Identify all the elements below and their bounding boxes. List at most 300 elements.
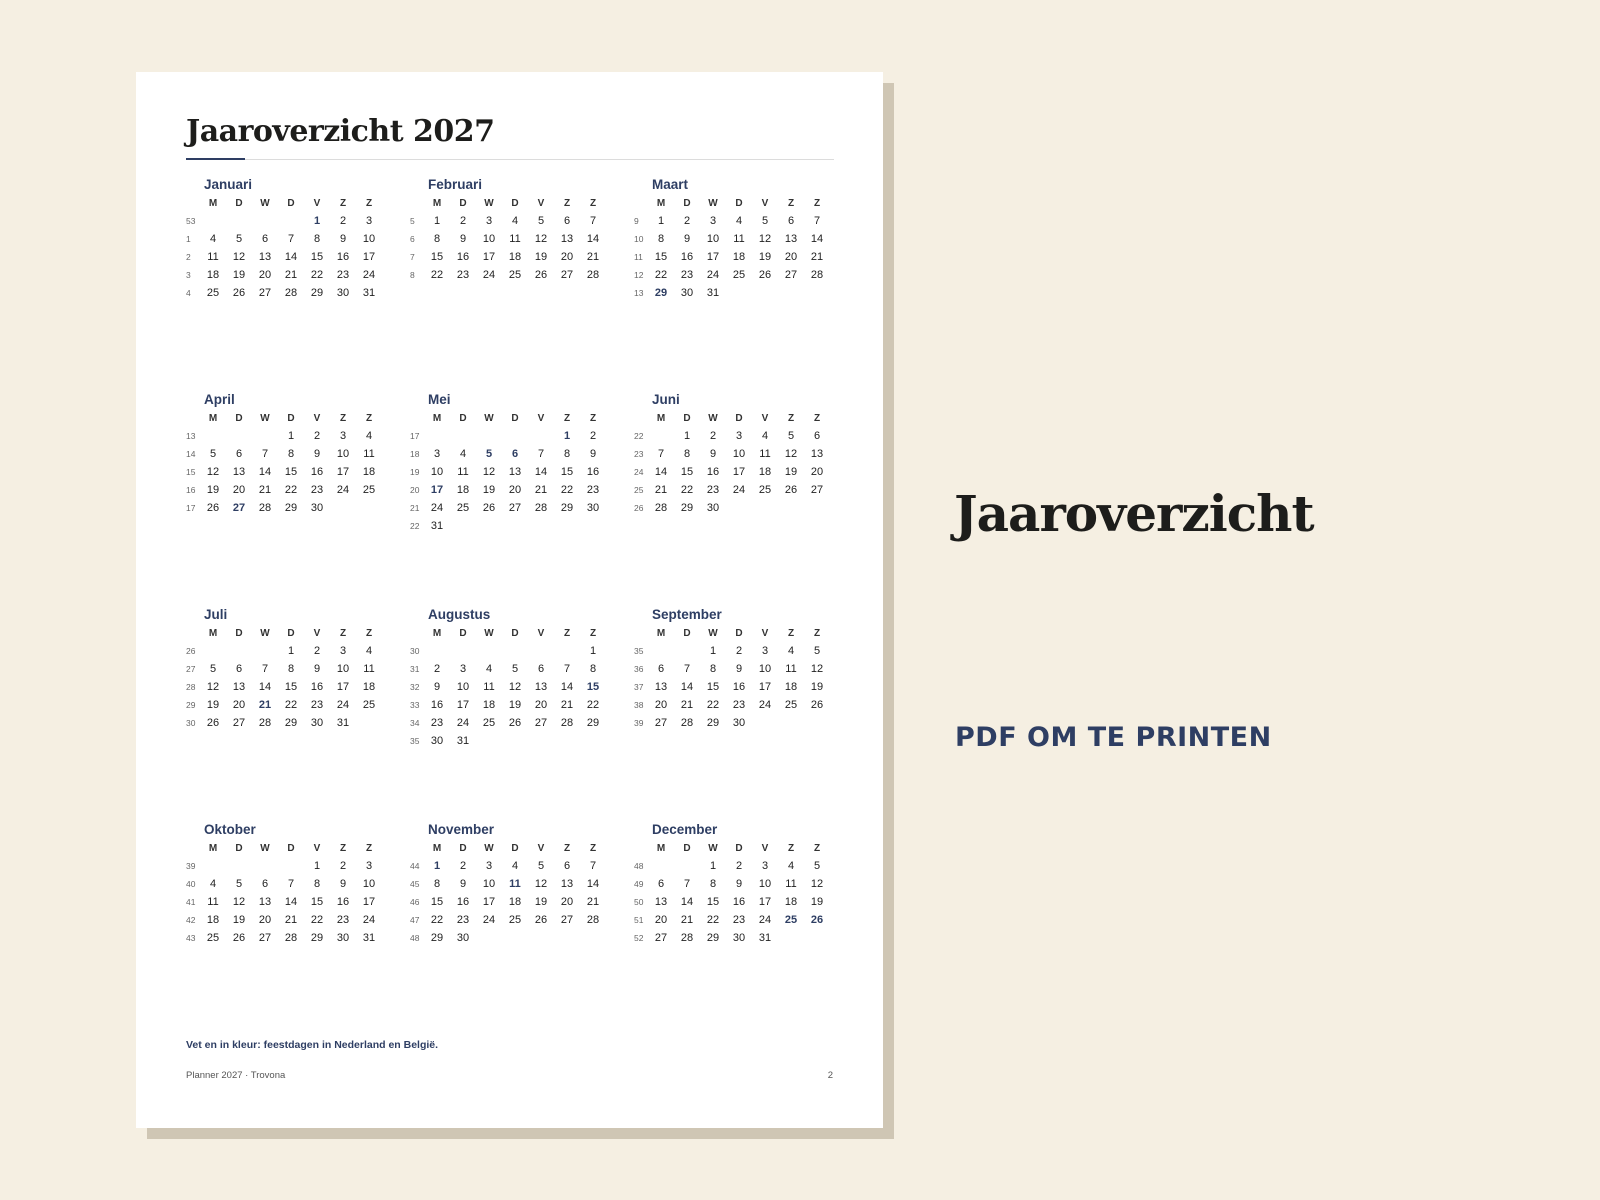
week-number: 35 [410,736,420,746]
day-cell [278,857,304,875]
day-cell: 31 [456,735,470,747]
weekday-header: Z [339,627,347,639]
day-cell: 5 [209,663,217,675]
day-cell: 5 [813,645,821,657]
day-cell: 6 [787,215,795,227]
weekday-header: Z [589,197,597,209]
day-cell: 26 [810,699,824,711]
day-cell: 16 [310,681,324,693]
day-cell: 28 [680,717,694,729]
day-cell: 30 [706,502,720,514]
day-cell: 13 [232,681,246,693]
week-number-header [186,624,200,642]
week-number: 7 [410,252,415,262]
day-cell: 7 [589,215,597,227]
day-cell: 25 [482,717,496,729]
week-row [186,678,382,696]
day-cell: 23 [336,914,350,926]
day-cell: 12 [206,681,220,693]
day-cell [226,212,252,230]
day-cell: 20 [810,466,824,478]
week-number: 14 [186,449,196,459]
weekday-header: V [537,412,545,424]
week-number: 32 [410,682,420,692]
day-cell: 8 [709,663,717,675]
day-cell: 28 [654,502,668,514]
day-cell: 21 [258,484,272,496]
day-cell: 28 [680,932,694,944]
week-number: 15 [186,467,196,477]
day-cell: 30 [336,932,350,944]
day-cell: 29 [706,932,720,944]
week-number-header [410,409,424,427]
week-row [410,678,606,696]
day-cell: 11 [363,448,375,460]
day-cell: 27 [784,269,798,281]
day-cell: 14 [284,896,298,908]
weekday-header: Z [787,627,795,639]
month-name: Oktober [204,822,256,837]
day-cell: 31 [362,287,376,299]
day-cell: 2 [433,663,441,675]
day-cell [450,517,476,535]
week-row [410,857,606,875]
weekday-header: V [313,412,321,424]
day-cell: 4 [787,860,795,872]
day-cell: 26 [534,269,548,281]
day-cell: 13 [654,681,668,693]
weekday-header: D [735,627,743,639]
weekday-header: M [208,197,218,209]
month-name: Januari [204,177,253,192]
week-number: 19 [410,467,420,477]
day-cell: 12 [482,466,496,478]
day-cell: 10 [430,466,444,478]
day-cell: 10 [336,663,350,675]
day-cell: 28 [284,287,298,299]
day-cell: 2 [735,645,743,657]
week-number: 39 [634,718,644,728]
holiday-day-cell: 5 [485,448,493,460]
day-cell: 19 [534,251,548,263]
day-cell: 12 [508,681,522,693]
day-cell: 4 [209,878,217,890]
day-cell: 16 [336,896,350,908]
day-cell: 17 [706,251,720,263]
weekday-header: D [235,412,243,424]
day-cell: 22 [680,484,694,496]
day-cell: 15 [284,681,298,693]
day-cell [476,427,502,445]
month-calendar-table [186,624,382,732]
day-cell: 29 [430,932,444,944]
day-cell: 2 [459,215,467,227]
day-cell: 30 [586,502,600,514]
day-cell [528,732,554,750]
week-row [410,732,606,750]
day-cell: 25 [206,932,220,944]
week-row [186,248,382,266]
weekday-header: D [287,412,295,424]
day-cell: 26 [482,502,496,514]
day-cell: 16 [586,466,600,478]
day-cell: 17 [482,896,496,908]
week-number: 51 [634,915,644,925]
day-cell: 23 [336,269,350,281]
weekday-header: V [537,627,545,639]
day-cell: 13 [232,466,246,478]
day-cell: 13 [534,681,548,693]
day-cell: 17 [336,681,350,693]
day-cell: 9 [433,681,441,693]
day-cell [752,499,778,517]
weekday-header: V [761,627,769,639]
month-block [634,176,846,391]
day-cell: 7 [683,878,691,890]
weekday-header: D [511,842,519,854]
day-cell: 14 [586,878,600,890]
day-cell: 6 [657,663,665,675]
weekday-header: V [537,197,545,209]
week-row [634,463,830,481]
day-cell: 2 [459,860,467,872]
day-cell: 23 [456,269,470,281]
weekday-header: V [537,842,545,854]
day-cell: 14 [654,466,668,478]
day-cell: 1 [589,645,597,657]
day-cell: 25 [508,914,522,926]
day-cell: 4 [365,430,373,442]
day-cell: 14 [680,896,694,908]
day-cell: 11 [509,233,521,245]
day-cell: 22 [430,914,444,926]
week-number: 48 [634,861,644,871]
holiday-day-cell: 25 [784,914,798,926]
day-cell: 30 [732,932,746,944]
week-row [634,248,830,266]
week-row [186,929,382,947]
week-number: 42 [186,915,196,925]
day-cell: 7 [287,233,295,245]
day-cell: 27 [508,502,522,514]
day-cell: 26 [206,717,220,729]
day-cell: 6 [537,663,545,675]
day-cell: 2 [313,430,321,442]
day-cell: 20 [654,914,668,926]
weekday-header: Z [787,842,795,854]
week-row [410,696,606,714]
weekday-header: Z [813,842,821,854]
day-cell: 10 [482,233,496,245]
week-row [410,929,606,947]
day-cell: 5 [209,448,217,460]
day-cell: 12 [206,466,220,478]
day-cell: 11 [785,878,797,890]
week-row [634,714,830,732]
day-cell [476,517,502,535]
week-row [186,445,382,463]
month-calendar-table [410,194,606,284]
day-cell [252,642,278,660]
weekday-header: M [432,412,442,424]
weekday-header: Z [813,197,821,209]
day-cell: 4 [761,430,769,442]
weekday-header: M [656,842,666,854]
day-cell: 20 [232,484,246,496]
day-cell: 8 [433,233,441,245]
page-title: Jaaroverzicht 2027 [186,114,495,149]
day-cell: 8 [287,663,295,675]
month-calendar-table [634,194,830,302]
calendar-page [136,72,883,1128]
day-cell: 25 [362,484,376,496]
weekday-header: W [708,197,718,209]
day-cell [200,427,226,445]
day-cell: 11 [759,448,771,460]
day-cell: 19 [758,251,772,263]
day-cell: 6 [235,663,243,675]
day-cell: 16 [706,466,720,478]
day-cell: 7 [589,860,597,872]
weekday-header: D [459,412,467,424]
weekday-header: D [683,842,691,854]
day-cell: 17 [362,251,376,263]
day-cell: 3 [459,663,467,675]
day-cell [200,212,226,230]
week-number: 34 [410,718,420,728]
day-cell: 29 [284,717,298,729]
month-calendar-table [634,624,830,732]
day-cell: 21 [654,484,668,496]
day-cell: 13 [654,896,668,908]
day-cell: 29 [310,932,324,944]
day-cell: 24 [362,914,376,926]
day-cell: 7 [261,448,269,460]
day-cell: 1 [287,430,295,442]
day-cell [726,499,752,517]
day-cell: 14 [258,466,272,478]
week-row [410,463,606,481]
day-cell: 10 [336,448,350,460]
week-number: 23 [634,449,644,459]
holiday-day-cell: 21 [258,699,272,711]
weekday-header: M [432,627,442,639]
day-cell: 20 [534,699,548,711]
week-row [634,893,830,911]
day-cell: 24 [758,914,772,926]
day-cell: 25 [784,699,798,711]
week-number: 35 [634,646,644,656]
day-cell: 22 [654,269,668,281]
day-cell: 8 [433,878,441,890]
weekday-header: V [313,627,321,639]
month-block [410,176,634,391]
day-cell: 16 [732,681,746,693]
month-block [186,391,410,606]
weekday-header: D [459,627,467,639]
day-cell: 5 [235,233,243,245]
day-cell: 22 [284,484,298,496]
day-cell: 3 [735,430,743,442]
week-number: 29 [186,700,196,710]
holiday-day-cell: 26 [810,914,824,926]
month-name: Juni [652,392,680,407]
day-cell: 14 [534,466,548,478]
month-block [410,606,634,821]
weekday-header: D [235,197,243,209]
day-cell [804,714,830,732]
day-cell: 20 [508,484,522,496]
week-number: 11 [634,252,643,262]
day-cell: 6 [235,448,243,460]
weekday-header: W [484,197,494,209]
day-cell: 19 [508,699,522,711]
day-cell: 19 [206,484,220,496]
day-cell: 30 [310,502,324,514]
week-number: 36 [634,664,644,674]
day-cell: 19 [206,699,220,711]
weekday-header: V [313,197,321,209]
week-row [410,642,606,660]
weekday-header: D [511,627,519,639]
weekday-header: M [656,627,666,639]
day-cell: 3 [709,215,717,227]
weekday-header: W [708,412,718,424]
day-cell: 10 [758,878,772,890]
day-cell: 30 [310,717,324,729]
day-cell: 12 [232,251,246,263]
month-block [186,606,410,821]
day-cell [554,929,580,947]
day-cell: 1 [709,645,717,657]
day-cell: 16 [456,896,470,908]
day-cell: 25 [758,484,772,496]
day-cell: 11 [363,663,375,675]
weekday-header: Z [365,412,373,424]
day-cell [278,212,304,230]
day-cell: 18 [508,896,522,908]
day-cell [226,427,252,445]
day-cell: 9 [339,878,347,890]
day-cell: 23 [310,699,324,711]
weekday-header: Z [787,197,795,209]
week-number: 22 [634,431,644,441]
week-row [410,517,606,535]
day-cell: 1 [683,430,691,442]
day-cell: 30 [456,932,470,944]
day-cell: 15 [706,681,720,693]
week-row [634,660,830,678]
day-cell: 17 [758,896,772,908]
day-cell: 12 [232,896,246,908]
week-number: 41 [186,897,196,907]
day-cell: 7 [813,215,821,227]
day-cell: 20 [654,699,668,711]
month-name: December [652,822,718,837]
day-cell: 26 [758,269,772,281]
day-cell: 7 [657,448,665,460]
day-cell [804,284,830,302]
week-number-header [186,409,200,427]
day-cell [226,857,252,875]
week-row [186,714,382,732]
day-cell: 19 [482,484,496,496]
weekday-header: D [683,627,691,639]
day-cell [252,212,278,230]
day-cell: 21 [284,269,298,281]
day-cell [252,857,278,875]
day-cell [450,642,476,660]
day-cell: 18 [784,896,798,908]
day-cell: 11 [733,233,745,245]
day-cell: 24 [362,269,376,281]
week-number: 17 [186,503,196,513]
day-cell: 8 [657,233,665,245]
day-cell: 5 [537,860,545,872]
day-cell: 26 [232,287,246,299]
weekday-header: M [208,412,218,424]
day-cell: 17 [362,896,376,908]
week-number: 20 [410,485,420,495]
weekday-header: D [735,412,743,424]
day-cell [528,427,554,445]
day-cell: 27 [232,717,246,729]
weekday-header: W [484,412,494,424]
weekday-header: D [235,627,243,639]
day-cell [580,732,606,750]
day-cell: 30 [336,287,350,299]
day-cell: 4 [365,645,373,657]
day-cell: 17 [336,466,350,478]
day-cell: 3 [365,215,373,227]
day-cell: 20 [784,251,798,263]
day-cell: 3 [485,860,493,872]
day-cell: 28 [810,269,824,281]
day-cell: 16 [732,896,746,908]
day-cell [502,929,528,947]
weekday-header: D [459,842,467,854]
day-cell: 14 [586,233,600,245]
day-cell: 27 [654,932,668,944]
day-cell: 19 [534,896,548,908]
week-number: 49 [634,879,644,889]
weekday-header: V [761,412,769,424]
day-cell: 5 [813,860,821,872]
week-row [186,230,382,248]
months-grid [186,176,846,1021]
week-row [410,212,606,230]
weekday-header: D [683,412,691,424]
week-number: 33 [410,700,420,710]
day-cell: 4 [787,645,795,657]
week-number: 37 [634,682,644,692]
weekday-header: M [208,627,218,639]
day-cell: 5 [511,663,519,675]
day-cell: 14 [680,681,694,693]
day-cell: 31 [706,287,720,299]
weekday-header: Z [589,412,597,424]
day-cell [476,732,502,750]
day-cell: 13 [560,878,574,890]
day-cell: 15 [284,466,298,478]
month-calendar-table [410,624,606,750]
day-cell: 27 [258,932,272,944]
month-calendar-table [634,839,830,947]
day-cell: 2 [735,860,743,872]
day-cell: 19 [810,896,824,908]
weekday-header: W [484,627,494,639]
week-number: 5 [410,216,415,226]
